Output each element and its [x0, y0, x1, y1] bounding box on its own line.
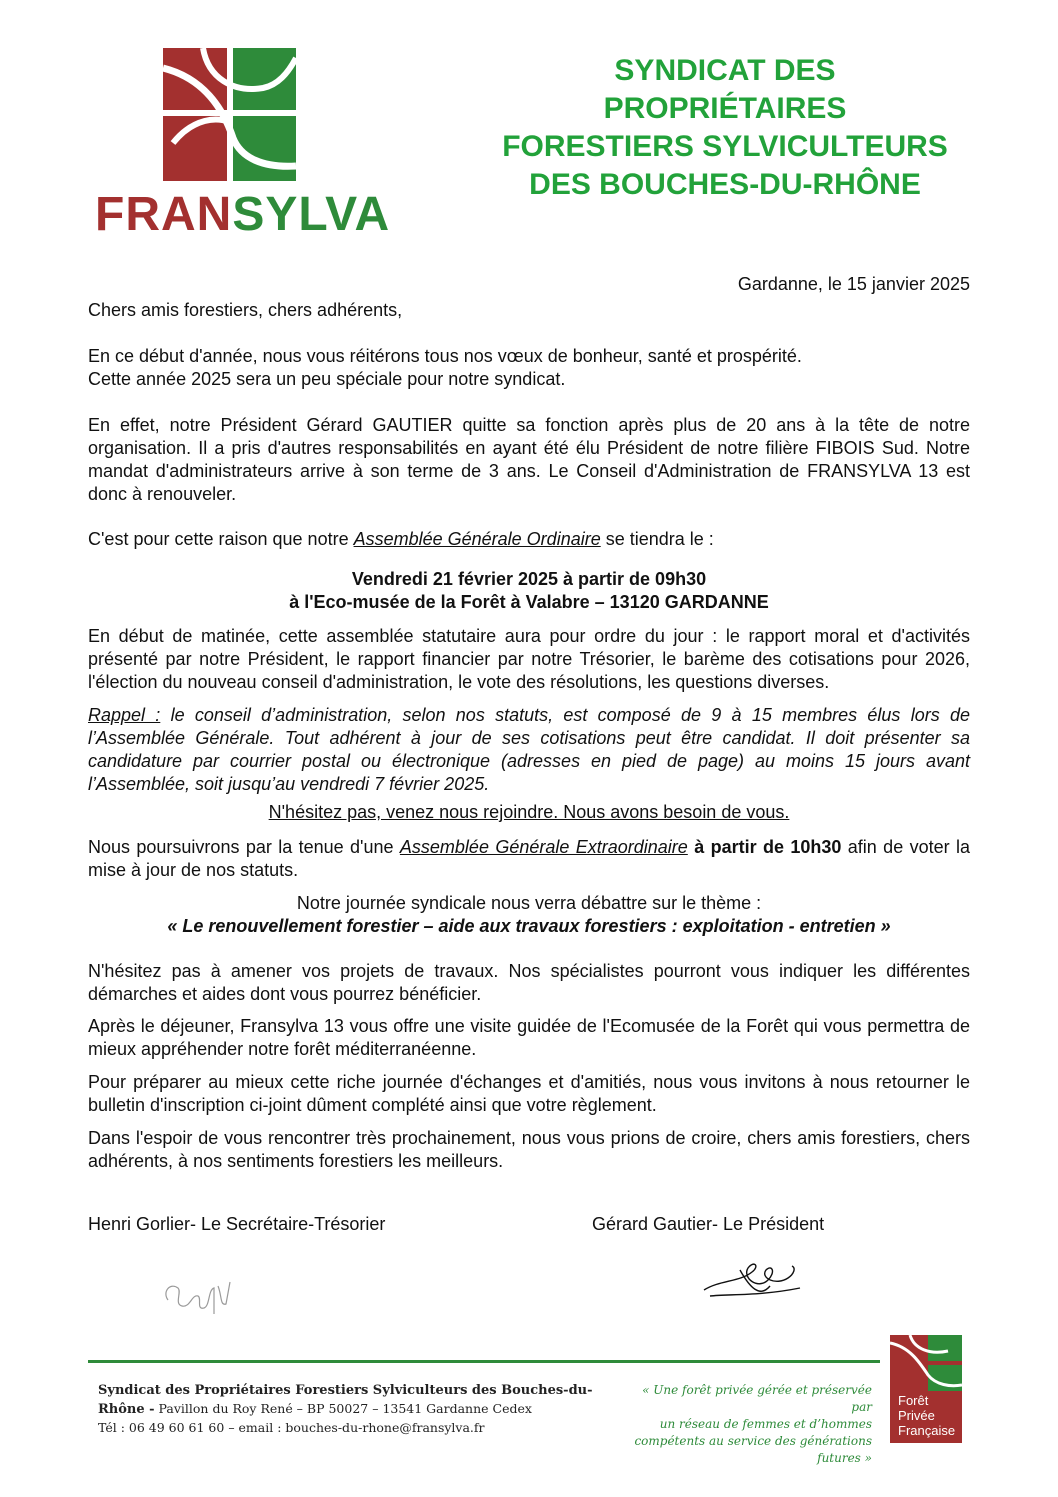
footer-slogan	[620, 1382, 872, 1467]
event-date: Vendredi 21 février 2025 à partir de 09h30	[351, 569, 707, 589]
slogan-line: compétents au service des générations	[634, 1434, 872, 1448]
foret-privee-francaise-logo	[890, 1335, 962, 1443]
title-line: DES BOUCHES-DU-RHÔNE	[529, 168, 921, 201]
date-line: Gardanne, le 15 janvier 2025	[737, 274, 970, 294]
paragraph-registration: Pour préparer au mieux cette riche journée d'échanges et d'amitiés, nous vous invitons à nous retourner le bulletin d'inscription ci-joint dûment complété ainsi que votre règlement.	[88, 1072, 970, 1115]
fpf-line: Privée	[898, 1408, 935, 1423]
theme-intro: Notre journée syndicale nous verra débattre sur le thème :	[296, 893, 762, 913]
secretary-signature	[160, 1270, 240, 1320]
slogan-line: un réseau de femmes et d’hommes	[659, 1417, 872, 1431]
reminder-text: le conseil d’administration, selon nos statuts, est composé de 9 à 15 membres élus lors de l’Assemblée Générale. Tout adhérent à jour de ses cotisations peut être candidat. Il doit présenter sa candidature par courrier postal ou électronique (adresses en pied de page) au moins 15 jours avant l’Assemblée, soit jusqu’au vendredi 7 février 2025.	[88, 705, 970, 794]
title-line: SYNDICAT DES	[614, 54, 836, 87]
text-segment: C'est pour cette raison que notre	[88, 529, 354, 549]
greetings-line: En ce début d'année, nous vous réitérons tous nos vœux de bonheur, santé et prospérité.	[88, 346, 802, 366]
signer-president: Gérard Gautier- Le Président	[592, 1214, 825, 1234]
paragraph-agenda: En début de matinée, cette assemblée statutaire aura pour ordre du jour : le rapport moral et d'activités présenté par notre Président, le rapport financier par notre Trésorier, le barème des cotisations pour 2026, l'élection du nouveau conseil d'administration, le vote des résolutions, les questions diverses.	[88, 626, 970, 692]
greetings-line: Cette année 2025 sera un peu spéciale pour notre syndicat.	[88, 369, 566, 389]
fransylva-logo	[95, 48, 391, 241]
signer-secretary: Henri Gorlier- Le Secrétaire-Trésorier	[88, 1214, 386, 1234]
age-link-text: Assemblée Générale Extraordinaire	[399, 837, 688, 857]
paragraph-reminder	[88, 704, 970, 796]
paragraph-projects: N'hésitez pas à amener vos projets de travaux. Nos spécialistes pourront vous indiquer les différentes démarches et aides dont vous pourrez bénéficier.	[88, 961, 970, 1004]
fpf-line: Forêt	[898, 1393, 929, 1408]
paragraph-visit: Après le déjeuner, Fransylva 13 vous offre une visite guidée de l'Ecomusée de la Forêt qui vous permettra de mieux appréhender notre forêt méditerranéenne.	[88, 1016, 970, 1059]
footer-divider	[88, 1360, 880, 1363]
fpf-emblem-icon	[890, 1335, 962, 1391]
paragraph-age	[88, 836, 970, 882]
paragraph-ago-intro	[88, 528, 970, 551]
footer-address: Pavillon du Roy René – BP 50027 – 13541 Gardanne Cedex	[154, 1401, 532, 1416]
footer-org-name-end: Rhône -	[98, 1402, 155, 1417]
call-to-action: N'hésitez pas, venez nous rejoindre. Nous avons besoin de vous.	[268, 802, 790, 822]
footer-contact	[98, 1382, 618, 1437]
president-signature	[700, 1250, 810, 1310]
slogan-line: futures »	[817, 1451, 872, 1465]
footer-phone-email: Tél : 06 49 60 61 60 – email : bouches-du-rhone@fransylva.fr	[98, 1420, 485, 1435]
theme-block	[88, 892, 970, 938]
organization-title	[500, 52, 950, 204]
reminder-label: Rappel :	[88, 705, 161, 725]
footer-address-line	[98, 1400, 618, 1419]
age-time: à partir de 10h30	[687, 837, 842, 857]
title-line: FORESTIERS SYLVICULTEURS	[502, 130, 948, 163]
title-line: PROPRIÉTAIRES	[603, 92, 847, 125]
ago-link-text: Assemblée Générale Ordinaire	[353, 529, 601, 549]
fransylva-wordmark: FRANSYLVA	[95, 188, 391, 241]
fransylva-emblem-icon	[163, 48, 296, 181]
theme-title: « Le renouvellement forestier – aide aux travaux forestiers : exploitation - entretien »	[167, 916, 891, 936]
paragraph-greetings	[88, 345, 970, 391]
text-segment: afin de voter la mise à jour de nos statuts.	[88, 837, 970, 880]
slogan-line: « Une forêt privée gérée et préservée par	[642, 1383, 872, 1414]
fpf-line: Française	[898, 1423, 956, 1438]
text-segment: se tiendra le :	[600, 529, 714, 549]
fpf-wordmark	[898, 1393, 955, 1438]
salutation: Chers amis forestiers, chers adhérents,	[88, 300, 403, 320]
paragraph-president: En effet, notre Président Gérard GAUTIER quitte sa fonction après plus de 20 ans à la tête de notre organisation. Il a pris d'autres responsabilités en ayant été élu Président de notre filière FIBOIS Sud. Notre mandat d'administrateurs arrive à son terme de 3 ans. Le Conseil d'Administration de FRANSYLVA 13 est donc à renouveler.	[88, 415, 970, 504]
event-location: à l'Eco-musée de la Forêt à Valabre – 13120 GARDANNE	[289, 592, 769, 612]
text-segment: Nous poursuivrons par la tenue d'une	[88, 837, 400, 857]
footer-org-name: Syndicat des Propriétaires Forestiers Sylviculteurs des Bouches-du-	[98, 1383, 593, 1398]
event-details	[88, 568, 970, 614]
paragraph-closing: Dans l'espoir de vous rencontrer très prochainement, nous vous prions de croire, chers amis forestiers, chers adhérents, à nos sentiments forestiers les meilleurs.	[88, 1128, 970, 1171]
